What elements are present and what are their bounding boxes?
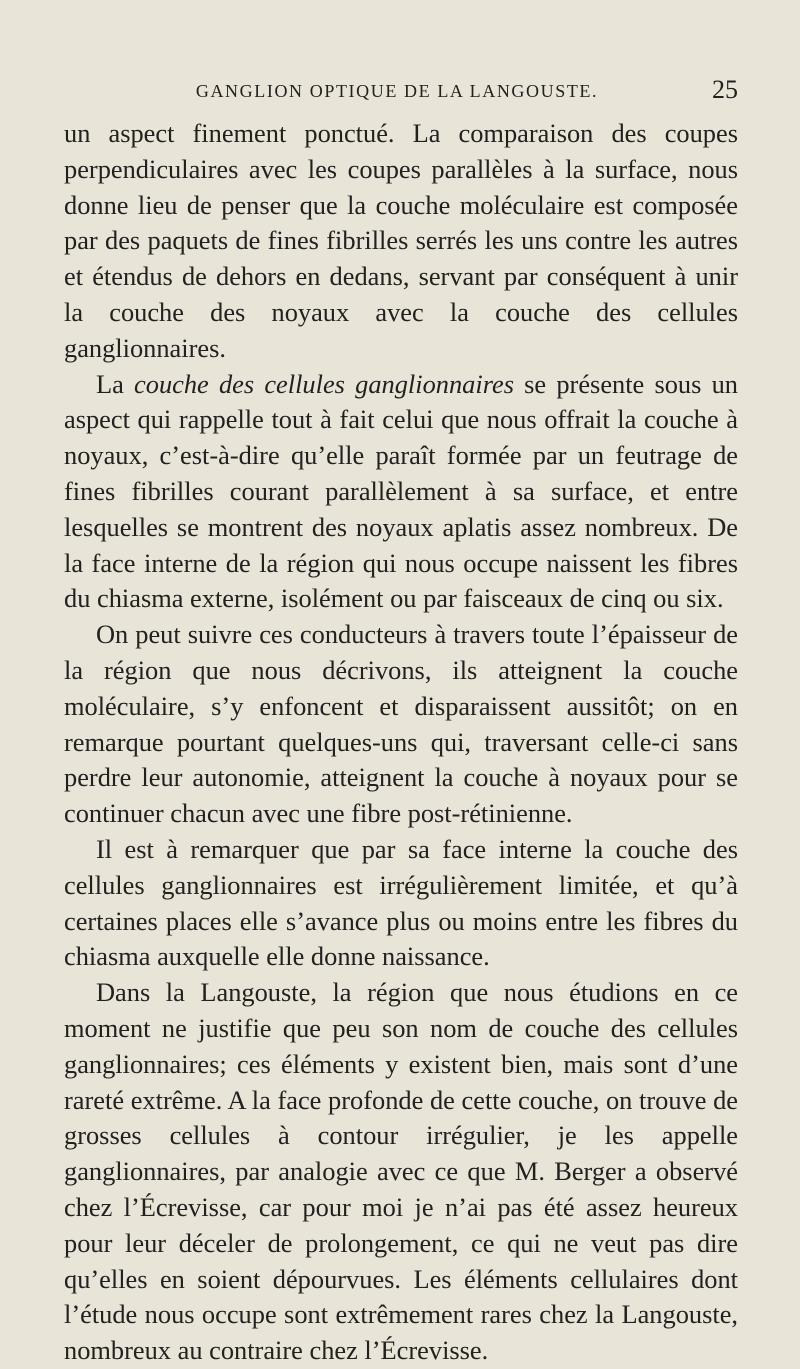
paragraph-1-text: un aspect finement ponctué. La comparaison des coupes perpendiculaires avec les coupes parallèles à la surface, nous donne lieu de penser que la couche moléculaire est composée par des paquets de fines fibrilles serrés les uns contre les autres et étendus de dehors en dedans, servant par conséquent à unir la couche des noyaux avec la couche des cellules ganglionnaires. [64,118,738,363]
paragraph-2-prefix: La [96,368,135,399]
paragraph-4-text: Il est à remarquer que par sa face interne la couche des cellules ganglionnaires est irrégulièrement limitée, et qu’à certaines places elle s’avance plus ou moins entre les fibres du chiasma auxquelle elle donne naissance. [64,833,738,972]
running-title: GANGLION OPTIQUE DE LA LANGOUSTE. [195,81,599,101]
page-number: 25 [712,75,738,104]
paragraph-2-emphasis: couche des cellules ganglionnaires [134,368,514,399]
paragraph-3 [64,617,738,832]
running-head [64,75,738,104]
paragraph-2-text: se présente sous un aspect qui rappelle tout à fait celui que nous offrait la couche à noyaux, c’est-à-dire qu’elle paraît formée par un feutrage de fines fibrilles courant parallèlement à sa surface, et entre lesquelles se montrent des noyaux aplatis assez nombreux. De la face interne de la région qui nous occupe naissent les fibres du chiasma externe, isolément ou par faisceaux de cinq ou six. [64,368,738,614]
paragraph-2 [64,367,738,618]
paragraph-4 [64,832,738,975]
paragraph-1 [64,116,738,367]
body-text [64,116,738,1369]
paragraph-5 [64,975,738,1369]
paragraph-5-text: Dans la Langouste, la région que nous étudions en ce moment ne justifie que peu son nom de couche des cellules ganglionnaires; ces éléments y existent bien, mais sont d’une rareté extrême. A la face profonde de cette couche, on trouve de grosses cellules à contour irrégulier, je les appelle ganglionnaires, par analogie avec ce que M. Berger a observé chez l’Écrevisse, car pour moi je n’ai pas été assez heureux pour leur déceler de prolongement, ce qui ne veut pas dire qu’elles en soient dépourvues. Les éléments cellulaires dont l’étude nous occupe sont extrêmement rares chez la Langouste, nombreux au contraire chez l’Écrevisse. [64,977,738,1366]
paragraph-3-text: On peut suivre ces conducteurs à travers toute l’épaisseur de la région que nous décrivons, ils atteignent la couche moléculaire, s’y enfoncent et disparaissent aussitôt; on en remarque pourtant quelques-uns qui, traversant celle-ci sans perdre leur autonomie, atteignent la couche à noyaux pour se continuer chacun avec une fibre post-rétinienne. [64,619,738,829]
